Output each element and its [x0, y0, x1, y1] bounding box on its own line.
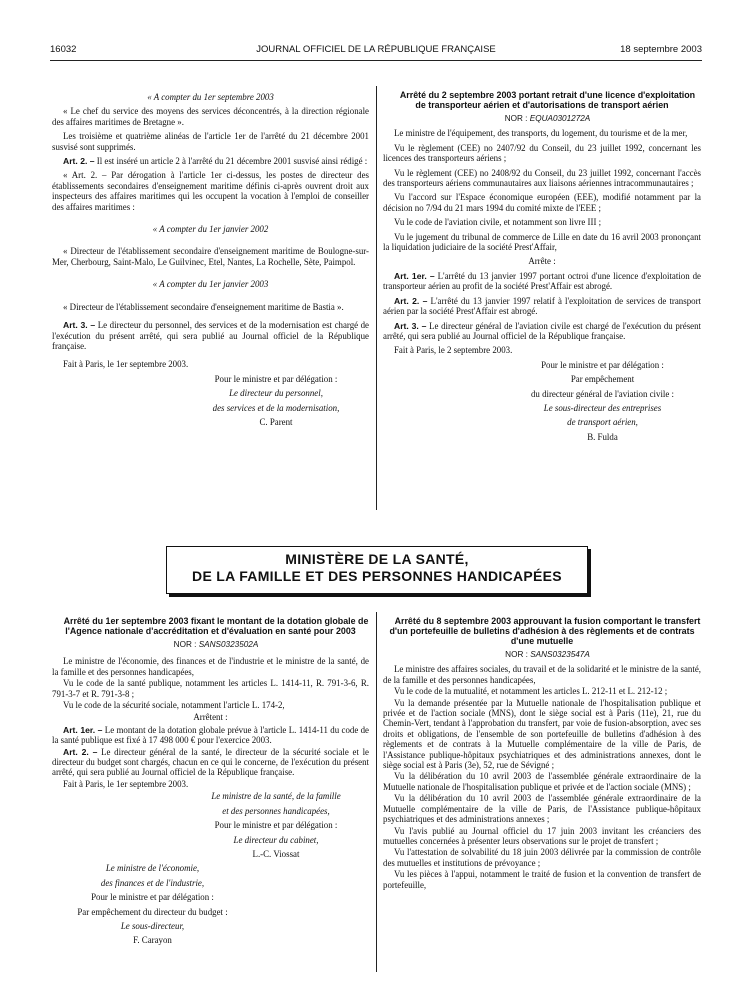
signature-line: Par empêchement — [570, 374, 635, 385]
paragraph: Vu les pièces à l'appui, notamment le traité de fusion et la convention de transfert de portefeuille, — [383, 869, 701, 890]
signature-line: Le directeur du personnel, — [229, 388, 323, 399]
signature-line: Le ministre de l'économie, — [105, 863, 200, 874]
paragraph: Vu le code de la santé publique, notamment les articles L. 1414-11, R. 791-3-6, R. 791-3-7 et R. 791-3-8 ; — [52, 678, 369, 699]
article-paragraph: Art. 1er. – L'arrêté du 13 janvier 1997 portant octroi d'une licence d'exploitation de transporteur aérien au profit de la société Prest'Affair est abrogé. — [383, 270, 701, 292]
paragraph: Vu le règlement (CEE) no 2408/92 du Conseil, du 23 juillet 1992, concernant l'accès des transporteurs aériens communautaires aux liaisons aériennes intracommunautaires ; — [383, 167, 701, 189]
nor-label: NOR : — [173, 640, 197, 649]
signatory-name: L.-C. Viossat — [252, 848, 300, 859]
article-paragraph: Art. 2. – L'arrêté du 13 janvier 1997 relatif à l'exploitation de services de transport aérien par la société Prest'Affair est abrogé. — [383, 295, 701, 317]
ministry-line-1: MINISTÈRE DE LA SANTÉ, — [285, 551, 469, 567]
signature-line: de transport aérien, — [567, 417, 638, 428]
paragraph: « Directeur de l'établissement secondaire d'enseignement maritime de Boulogne-sur-Mer, Cherbourg, Saint-Malo, Le Guilvinec, Etel, Nantes, La Rochelle, Sète, Paimpol. — [52, 246, 369, 267]
date-heading: « A compter du 1er septembre 2003 — [147, 92, 274, 102]
signature-line: Le ministre de la santé, de la famille — [211, 791, 341, 802]
top-left-column — [52, 92, 369, 431]
signature-line: du directeur général de l'aviation civile : — [530, 388, 675, 399]
nor-label: NOR : — [505, 650, 528, 659]
nor-code: SANS0323502A — [198, 640, 259, 649]
signed-date: Fait à Paris, le 1er septembre 2003. — [63, 778, 189, 789]
paragraph: Vu l'avis publié au Journal officiel du 17 juin 2003 invitant les créanciers des mutuelles concernées à présenter leurs observations sur le projet de transfert ; — [383, 825, 701, 846]
arrete-heading: Arrête : — [528, 256, 556, 267]
nor-code: EQUA0301272A — [529, 114, 591, 123]
bottom-right-column — [383, 616, 701, 891]
paragraph: « Le chef du service des moyens des services déconcentrés, à la direction régionale des affaires maritimes de Bretagne ». — [52, 106, 369, 127]
arrete-heading: Arrêtent : — [193, 712, 228, 723]
signature-line: Le sous-directeur, — [120, 920, 185, 931]
nor-reference — [383, 114, 701, 124]
signed-date: Fait à Paris, le 2 septembre 2003. — [394, 345, 513, 356]
column-divider-top — [376, 86, 377, 510]
signature-line: et des personnes handicapées, — [222, 805, 330, 816]
nor-code: SANS0323547A — [530, 650, 590, 659]
page-number: 16032 — [50, 44, 77, 55]
date-heading: « A compter du 1er janvier 2002 — [152, 224, 269, 235]
article-paragraph: Art. 3. – Le directeur général de l'aviation civile est chargé de l'exécution du présent arrêté, qui sera publié au Journal officiel de la République française. — [383, 320, 701, 341]
journal-title: JOURNAL OFFICIEL DE LA RÉPUBLIQUE FRANÇAISE — [256, 44, 496, 55]
signature-line: Le sous-directeur des entreprises — [543, 402, 662, 413]
paragraph: Vu le jugement du tribunal de commerce de Lille en date du 16 avril 2003 prononçant la liquidation judiciaire de la société Prest'Affair, — [383, 231, 701, 253]
signatory-name: C. Parent — [259, 416, 293, 427]
signatory-name: F. Carayon — [133, 935, 172, 946]
signature-line: des finances et de l'industrie, — [100, 877, 205, 888]
paragraph: Vu le code de la sécurité sociale, notamment l'article L. 174-2, — [63, 700, 285, 711]
issue-date: 18 septembre 2003 — [620, 44, 702, 55]
bottom-left-column — [52, 616, 369, 950]
signatory-name: B. Fulda — [587, 431, 618, 442]
nor-label: NOR : — [504, 114, 528, 123]
article-paragraph: Art. 1er. – Le montant de la dotation globale prévue à l'article L. 1414-11 du code de la santé publique est fixé à 17 498 000 € pour l'exercice 2003. — [52, 724, 369, 746]
signature-line: des services et de la modernisation, — [212, 402, 340, 413]
paragraph: Vu la délibération du 10 avril 2003 de l'assemblée générale extraordinaire de la Mutuelle complémentaire de la ville de Paris, de l'Assistance publique-hôpitaux psychiatriques et des administrations annexes ; — [383, 793, 701, 825]
paragraph: Le ministre de l'économie, des finances et de l'industrie et le ministre de la santé, de la famille et des personnes handicapées, — [52, 656, 369, 677]
signed-date: Fait à Paris, le 1er septembre 2003. — [63, 359, 189, 370]
signature-block — [493, 360, 701, 442]
signature-line: Pour le ministre et par délégation : — [214, 820, 338, 831]
paragraph: Vu l'accord sur l'Espace économique européen (EEE), modifié notamment par la décision no 7/94 du 21 mars 1994 du comité mixte de l'EEE ; — [383, 192, 701, 213]
decree-title: Arrêté du 1er septembre 2003 fixant le montant de la dotation globale de l'Agence nationale d'accréditation et d'évaluation en santé pour 2003 — [63, 616, 369, 636]
signature-line: Pour le ministre et par délégation : — [541, 359, 664, 370]
paragraph: « Art. 2. – Par dérogation à l'article 1er ci-dessus, les postes de directeur des établissements secondaires d'enseignement maritime définis ci-après ouvrent droit aux inspecteurs des affaires maritimes qui les occupent la vocation à l'emploi de conseiller des affaires maritimes : — [52, 170, 369, 212]
signature-block — [172, 791, 369, 859]
paragraph: Vu l'attestation de solvabilité du 18 juin 2003 délivrée par la commission de contrôle des mutuelles et institutions de prévoyance ; — [383, 847, 701, 868]
signature-block — [52, 863, 242, 945]
paragraph: Les troisième et quatrième alinéas de l'article 1er de l'arrêté du 21 décembre 2001 susvisé sont supprimés. — [52, 131, 369, 152]
signature-line: Pour le ministre et par délégation : — [214, 373, 338, 384]
article-paragraph: Art. 2. – Il est inséré un article 2 à l'arrêté du 21 décembre 2001 susvisé ainsi rédigé : — [63, 156, 368, 167]
nor-reference — [383, 650, 701, 660]
paragraph: Vu la délibération du 10 avril 2003 de l'assemblée générale extraordinaire de la Mutuelle nationale de l'hospitalisation publique et privée et de l'action sociale (MNS) ; — [383, 771, 701, 792]
signature-line: Par empêchement du directeur du budget : — [77, 906, 228, 917]
top-right-column — [383, 90, 701, 446]
date-heading: « A compter du 1er janvier 2003 — [152, 279, 269, 290]
article-paragraph: Art. 3. – Le directeur du personnel, des services et de la modernisation est chargé de l'exécution du présent arrêté, qui sera publié au Journal officiel de la République française. — [52, 320, 369, 351]
paragraph: Vu le code de la mutualité, et notamment les articles L. 212-11 et L. 212-12 ; — [394, 686, 668, 697]
article-paragraph: Art. 2. – Le directeur général de la santé, le directeur de la sécurité sociale et le directeur du budget sont chargés, chacun en ce qui le concerne, de l'exécution du présent arrêté, qui sera publié au Journal officiel de la République française. — [52, 746, 369, 778]
header-rule — [50, 60, 702, 61]
signature-line: Pour le ministre et par délégation : — [91, 892, 214, 903]
paragraph: « Directeur de l'établissement secondaire d'enseignement maritime de Bastia ». — [63, 301, 344, 312]
ministry-line-2: DE LA FAMILLE ET DES PERSONNES HANDICAPÉES — [192, 568, 562, 584]
signature-line: Le directeur du cabinet, — [233, 834, 319, 845]
paragraph: Vu le règlement (CEE) no 2407/92 du Conseil, du 23 juillet 1992, concernant les licences des transporteurs aériens ; — [383, 142, 701, 164]
paragraph: Vu la demande présentée par la Mutuelle nationale de l'hospitalisation publique et privée et de l'action sociale (MNS), dont le siège social est à Paris (11e), 21, rue du Chemin-Vert, tendant à l'approbation du transfert, par voie de fusion-absorption, avec ses droits et obligations, de l'ensemble de son portefeuille de bulletins d'adhésion à des règlements et de contrats à la Mutuelle complémentaire de la ville de Paris, de l'Assistance publique-hôpitaux psychiatriques et des administrations annexes, dont le siège social est à Paris (3e), 52, rue de Sévigné ; — [383, 697, 701, 771]
paragraph: Le ministre de l'équipement, des transports, du logement, du tourisme et de la mer, — [394, 128, 688, 139]
page-header — [50, 44, 702, 58]
nor-reference — [52, 640, 369, 650]
decree-title: Arrêté du 8 septembre 2003 approuvant la fusion comportant le transfert d'un portefeuille de bulletins d'adhésion à des règlements et de contrats d'une mutuelle — [389, 616, 701, 646]
ministry-banner — [166, 546, 588, 594]
decree-title: Arrêté du 2 septembre 2003 portant retrait d'une licence d'exploitation de transporteur aérien et d'autorisations de transport aérien — [399, 90, 696, 110]
paragraph: Vu le code de l'aviation civile, et notamment son livre III ; — [394, 217, 602, 228]
column-divider-bottom — [376, 612, 377, 972]
signature-block — [172, 374, 369, 428]
paragraph: Le ministre des affaires sociales, du travail et de la solidarité et le ministre de la santé, de la famille et des personnes handicapées, — [383, 664, 701, 685]
